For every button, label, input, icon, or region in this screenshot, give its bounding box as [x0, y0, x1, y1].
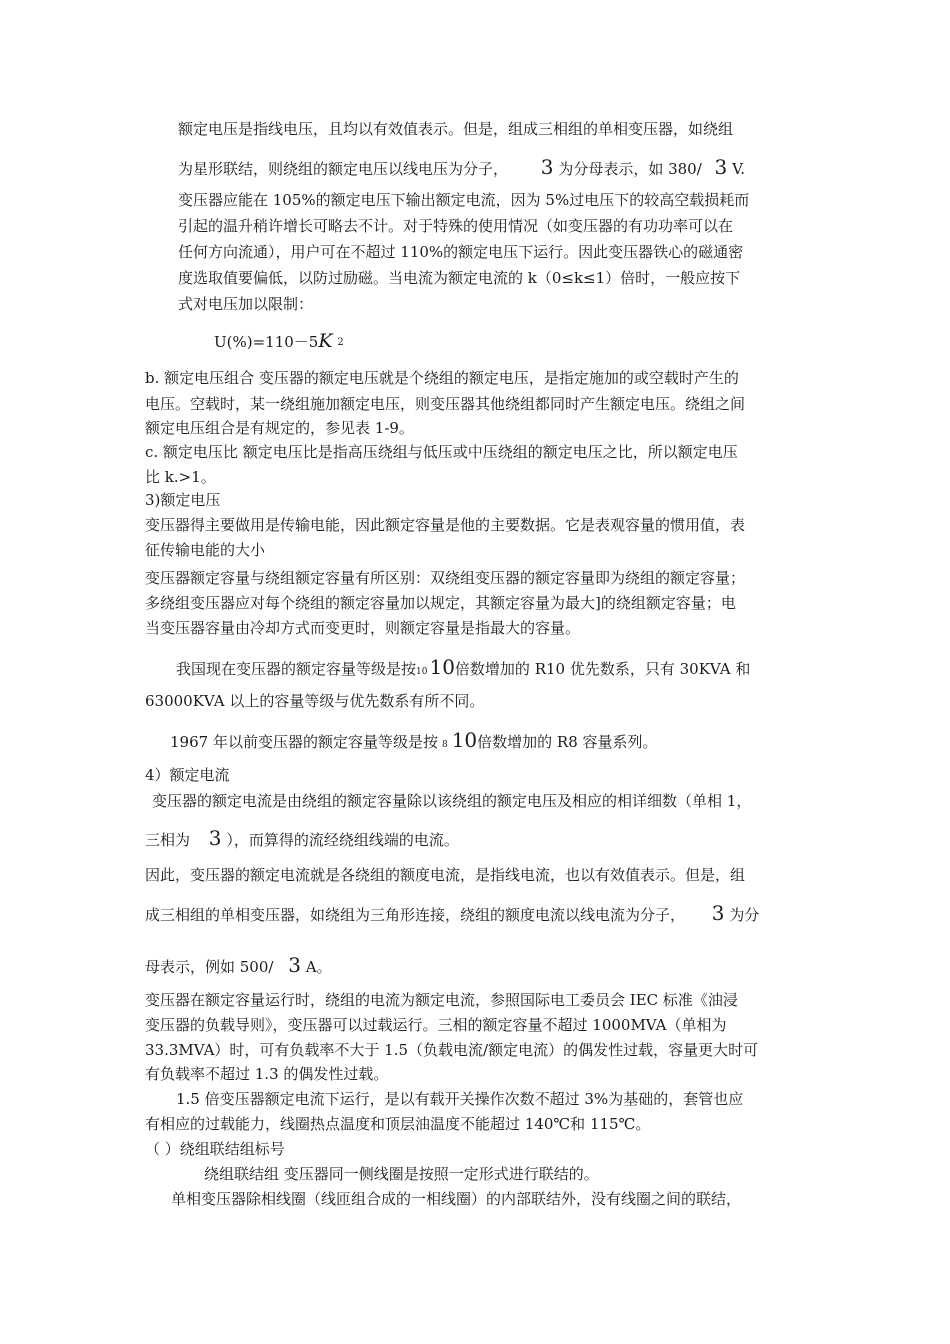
- section-heading: 4）额定电流: [145, 766, 230, 784]
- text-line: 绕组联结组 变压器同一侧线圈是按照一定形式进行联结的。: [204, 1165, 599, 1183]
- base-number: 10: [451, 728, 478, 752]
- text-span: A。: [305, 958, 332, 976]
- text-line: 因此，变压器的额定电流就是各绕组的额度电流，是指线电流，也以有效值表示。但是，组: [145, 866, 746, 884]
- text-line: 引起的温升稍许增长可略去不计。对于特殊的使用情况（如变压器的有功功率可以在: [178, 217, 734, 235]
- text-line: 式对电压加以限制：: [178, 295, 314, 313]
- text-span: 倍数增加的 R8 容量系列。: [477, 733, 658, 751]
- section-heading: （ ）绕组联结组标号: [145, 1140, 285, 1158]
- sqrt-three-symbol: 3: [208, 826, 222, 850]
- text-line: [145, 954, 332, 978]
- formula-exponent: 2: [337, 337, 344, 348]
- base-number: 10: [429, 655, 455, 679]
- section-heading: 3)额定电压: [145, 491, 221, 509]
- formula-text: U(%)=110－5: [214, 333, 319, 351]
- text-span: 母表示，例如 500/: [145, 958, 274, 976]
- text-line: 33.3MVA）时，可有负载率不大于 1.5（负载电流/额定电流）的偶发性过载，容量更大时可: [145, 1041, 759, 1059]
- text-span: 为分母表示，如 380/: [558, 160, 702, 178]
- text-line: 度选取值要偏低，以防过励磁。当电流为额定电流的 k（0≤k≤1）倍时，一般应按下: [178, 269, 741, 287]
- text-line: 征传输电能的大小: [145, 541, 266, 559]
- text-span: ），而算得的流经绕组线端的电流。: [226, 831, 459, 849]
- sqrt-three-symbol: 3: [288, 953, 301, 977]
- text-line: 额定电压是指线电压，且均以有效值表示。但是，组成三相组的单相变压器，如绕组: [178, 120, 734, 138]
- sqrt-three-symbol: 3: [540, 155, 554, 179]
- voltage-formula: [214, 330, 344, 356]
- text-span: 成三相组的单相变压器，如绕组为三角形连接，绕组的额度电流以线电流为分子，: [145, 906, 686, 924]
- text-line: 变压器在额定容量运行时，绕组的电流为额定电流，参照国际电工委员会 IEC 标准《油浸: [145, 991, 738, 1009]
- text-line: 任何方向流通），用户可在不超过 110%的额定电压下运行。因此变压器铁心的磁通密: [178, 243, 744, 261]
- text-line: 多绕组变压器应对每个绕组的额定容量加以规定，其额定容量为最大]的绕组额定容量；电: [145, 594, 736, 612]
- text-span: 我国现在变压器的额定容量等级是按: [176, 660, 417, 678]
- text-line: [178, 156, 745, 180]
- text-line: 变压器额定容量与绕组额定容量有所区别：双绕组变压器的额定容量即为绕组的额定容量；: [145, 569, 746, 587]
- text-line: 当变压器容量由冷却方式而变更时，则额定容量是指最大的容量。: [145, 619, 581, 637]
- sqrt-three-symbol: 3: [711, 901, 725, 925]
- power-index: 8: [441, 740, 448, 750]
- text-line: 变压器得主要做用是传输电能，因此额定容量是他的主要数据。它是表观容量的惯用值，表: [145, 516, 746, 534]
- text-span: V.: [732, 160, 746, 178]
- text-span: 为星形联结，则绕组的额定电压以线电压为分子，: [178, 160, 509, 178]
- text-line: 变压器的额定电流是由绕组的额定容量除以该绕组的额定电压及相应的相详细数（单相 1，: [152, 792, 752, 810]
- text-span: 三相为: [145, 831, 191, 849]
- text-line: 有相应的过载能力，线圈热点温度和顶层油温度不能超过 140℃和 115℃。: [145, 1115, 651, 1133]
- text-line: [170, 729, 658, 756]
- sqrt-three-symbol: 3: [714, 155, 728, 179]
- text-line: 比 k.>1。: [145, 468, 216, 486]
- text-line: c. 额定电压比 额定电压比是指高压绕组与低压或中压绕组的额定电压之比，所以额定电压: [145, 443, 738, 461]
- text-line: b. 额定电压组合 变压器的额定电压就是个绕组的额定电压，是指定施加的或空载时产生的: [145, 369, 739, 387]
- text-line: 额定电压组合是有规定的，参见表 1-9。: [145, 419, 414, 437]
- text-line: 63000KVA 以上的容量等级与优先数系有所不同。: [145, 692, 485, 710]
- formula-k: K: [318, 330, 333, 352]
- text-line: 变压器应能在 105%的额定电压下输出额定电流，因为 5%过电压下的较高空载损耗而: [178, 191, 750, 209]
- text-line: [145, 902, 759, 926]
- text-line: 有负载率不超过 1.3 的偶发性过载。: [145, 1065, 389, 1083]
- power-index: 10: [416, 667, 428, 677]
- text-span: 为分: [729, 906, 760, 924]
- text-line: 1.5 倍变压器额定电流下运行，是以有载开关操作次数不超过 3%为基础的，套管也应: [176, 1090, 744, 1108]
- text-line: 电压。空载时，某一绕组施加额定电压，则变压器其他绕组都同时产生额定电压。绕组之间: [145, 395, 746, 413]
- text-span: 1967 年以前变压器的额定容量等级是按: [170, 733, 438, 751]
- text-line: [176, 656, 750, 683]
- text-line: 变压器的负载导则》，变压器可以过载运行。三相的额定容量不超过 1000MVA（单相为: [145, 1016, 727, 1034]
- text-line: 单相变压器除相线圈（线匝组合成的一相线圈）的内部联结外，没有线圈之间的联结，: [171, 1190, 742, 1208]
- text-span: 倍数增加的 R10 优先数系，只有 30KVA 和: [454, 660, 751, 678]
- text-line: [145, 827, 459, 851]
